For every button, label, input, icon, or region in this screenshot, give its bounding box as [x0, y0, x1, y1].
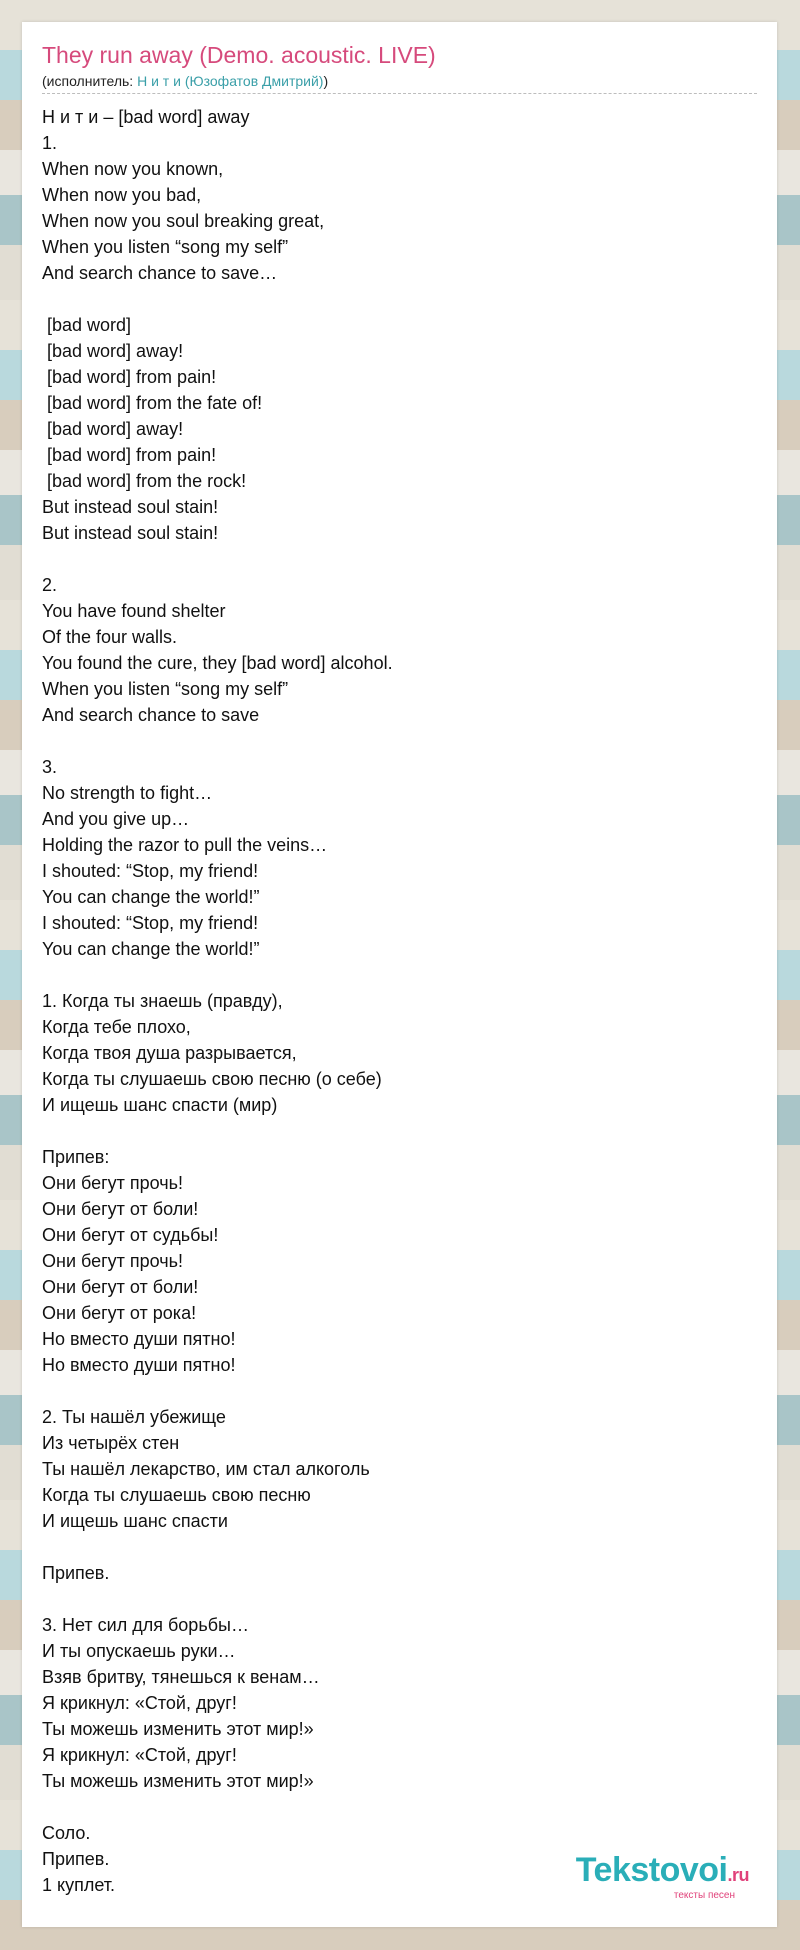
lyric-line: 3.: [42, 757, 58, 777]
lyric-line: [42, 286, 757, 312]
performer-suffix: ): [323, 73, 329, 89]
lyric-line: Соло.: [42, 1823, 91, 1843]
lyric-line: Когда ты слушаешь свою песню (о себе): [42, 1069, 382, 1089]
lyric-line: No strength to fight…: [42, 783, 213, 803]
lyric-line: [42, 1586, 757, 1612]
logo-tagline: тексты песен: [673, 1890, 735, 1901]
lyric-line: You can change the world!”: [42, 887, 260, 907]
lyric-line: You can change the world!”: [42, 939, 260, 959]
lyric-line: И ищешь шанс спасти (мир): [42, 1095, 278, 1115]
lyric-line: Они бегут от боли!: [42, 1199, 199, 1219]
lyric-line: And search chance to save: [42, 705, 260, 725]
lyric-line: Ты нашёл лекарство, им стал алкоголь: [42, 1459, 370, 1479]
lyric-line: Holding the razor to pull the veins…: [42, 835, 328, 855]
lyric-line: [42, 962, 757, 988]
lyric-line: Они бегут от рока!: [42, 1303, 197, 1323]
lyric-line: 1. Когда ты знаешь (правду),: [42, 991, 283, 1011]
lyric-line: Ты можешь изменить этот мир!»: [42, 1771, 314, 1791]
lyric-line: Когда тебе плохо,: [42, 1017, 191, 1037]
lyric-line: [42, 1118, 757, 1144]
lyric-line: Of the four walls.: [42, 627, 178, 647]
lyric-line: Но вместо души пятно!: [42, 1329, 236, 1349]
lyric-line: [bad word] from the fate of!: [42, 393, 263, 413]
lyric-line: [42, 1378, 757, 1404]
lyric-line: I shouted: “Stop, my friend!: [42, 861, 259, 881]
lyric-line: [42, 1794, 757, 1820]
tekstovoi-logo[interactable]: [576, 1853, 749, 1901]
lyric-line: [bad word] from the rock!: [42, 471, 247, 491]
lyric-line: [bad word] away!: [42, 341, 184, 361]
lyric-line: And search chance to save…: [42, 263, 278, 283]
lyric-line: 1 куплет.: [42, 1875, 116, 1895]
lyric-line: [42, 1534, 757, 1560]
lyric-line: Припев.: [42, 1849, 110, 1869]
lyric-line: 2. Ты нашёл убежище: [42, 1407, 226, 1427]
lyric-line: And you give up…: [42, 809, 190, 829]
logo-wordmark: Tekstovoi: [575, 1851, 728, 1889]
lyric-line: Из четырёх стен: [42, 1433, 180, 1453]
lyric-line: Они бегут от боли!: [42, 1277, 199, 1297]
lyric-line: 3. Нет сил для борьбы…: [42, 1615, 249, 1635]
lyric-line: [bad word]: [42, 315, 132, 335]
lyrics-text: [42, 104, 757, 1898]
lyric-line: И ты опускаешь руки…: [42, 1641, 236, 1661]
performer-link[interactable]: Н и т и (Юзофатов Дмитрий): [137, 73, 324, 89]
logo-domain: .ru: [727, 1865, 749, 1885]
lyric-line: Они бегут от судьбы!: [42, 1225, 219, 1245]
lyric-line: You found the cure, they [bad word] alcohol.: [42, 653, 393, 673]
lyric-line: И ищешь шанс спасти: [42, 1511, 228, 1531]
lyric-line: Н и т и – [bad word] away: [42, 107, 250, 127]
lyric-line: Взяв бритву, тянешься к венам…: [42, 1667, 320, 1687]
lyric-line: Когда ты слушаешь свою песню: [42, 1485, 311, 1505]
lyric-line: [bad word] from pain!: [42, 445, 217, 465]
lyric-line: [bad word] from pain!: [42, 367, 217, 387]
lyric-line: Когда твоя душа разрывается,: [42, 1043, 297, 1063]
lyric-line: [42, 546, 757, 572]
lyric-line: But instead soul stain!: [42, 497, 219, 517]
lyric-line: I shouted: “Stop, my friend!: [42, 913, 259, 933]
lyric-line: Припев.: [42, 1563, 110, 1583]
song-title: They run away (Demo. acoustic. LIVE): [42, 42, 436, 68]
performer-line: [42, 73, 757, 94]
lyric-line: 2.: [42, 575, 58, 595]
lyric-line: When now you soul breaking great,: [42, 211, 325, 231]
lyric-line: Но вместо души пятно!: [42, 1355, 236, 1375]
lyric-line: When now you bad,: [42, 185, 202, 205]
lyric-line: Они бегут прочь!: [42, 1173, 184, 1193]
lyric-line: Ты можешь изменить этот мир!»: [42, 1719, 314, 1739]
lyric-line: You have found shelter: [42, 601, 226, 621]
lyric-line: 1.: [42, 133, 58, 153]
lyric-line: Я крикнул: «Стой, друг!: [42, 1745, 237, 1765]
performer-prefix: (исполнитель:: [42, 73, 138, 89]
lyrics-card: [22, 22, 777, 1927]
lyric-line: But instead soul stain!: [42, 523, 219, 543]
lyric-line: Они бегут прочь!: [42, 1251, 184, 1271]
lyric-line: Припев:: [42, 1147, 110, 1167]
lyric-line: [42, 728, 757, 754]
lyric-line: Я крикнул: «Стой, друг!: [42, 1693, 237, 1713]
lyric-line: When you listen “song my self”: [42, 237, 289, 257]
lyric-line: When you listen “song my self”: [42, 679, 289, 699]
lyric-line: [bad word] away!: [42, 419, 184, 439]
lyric-line: When now you known,: [42, 159, 224, 179]
